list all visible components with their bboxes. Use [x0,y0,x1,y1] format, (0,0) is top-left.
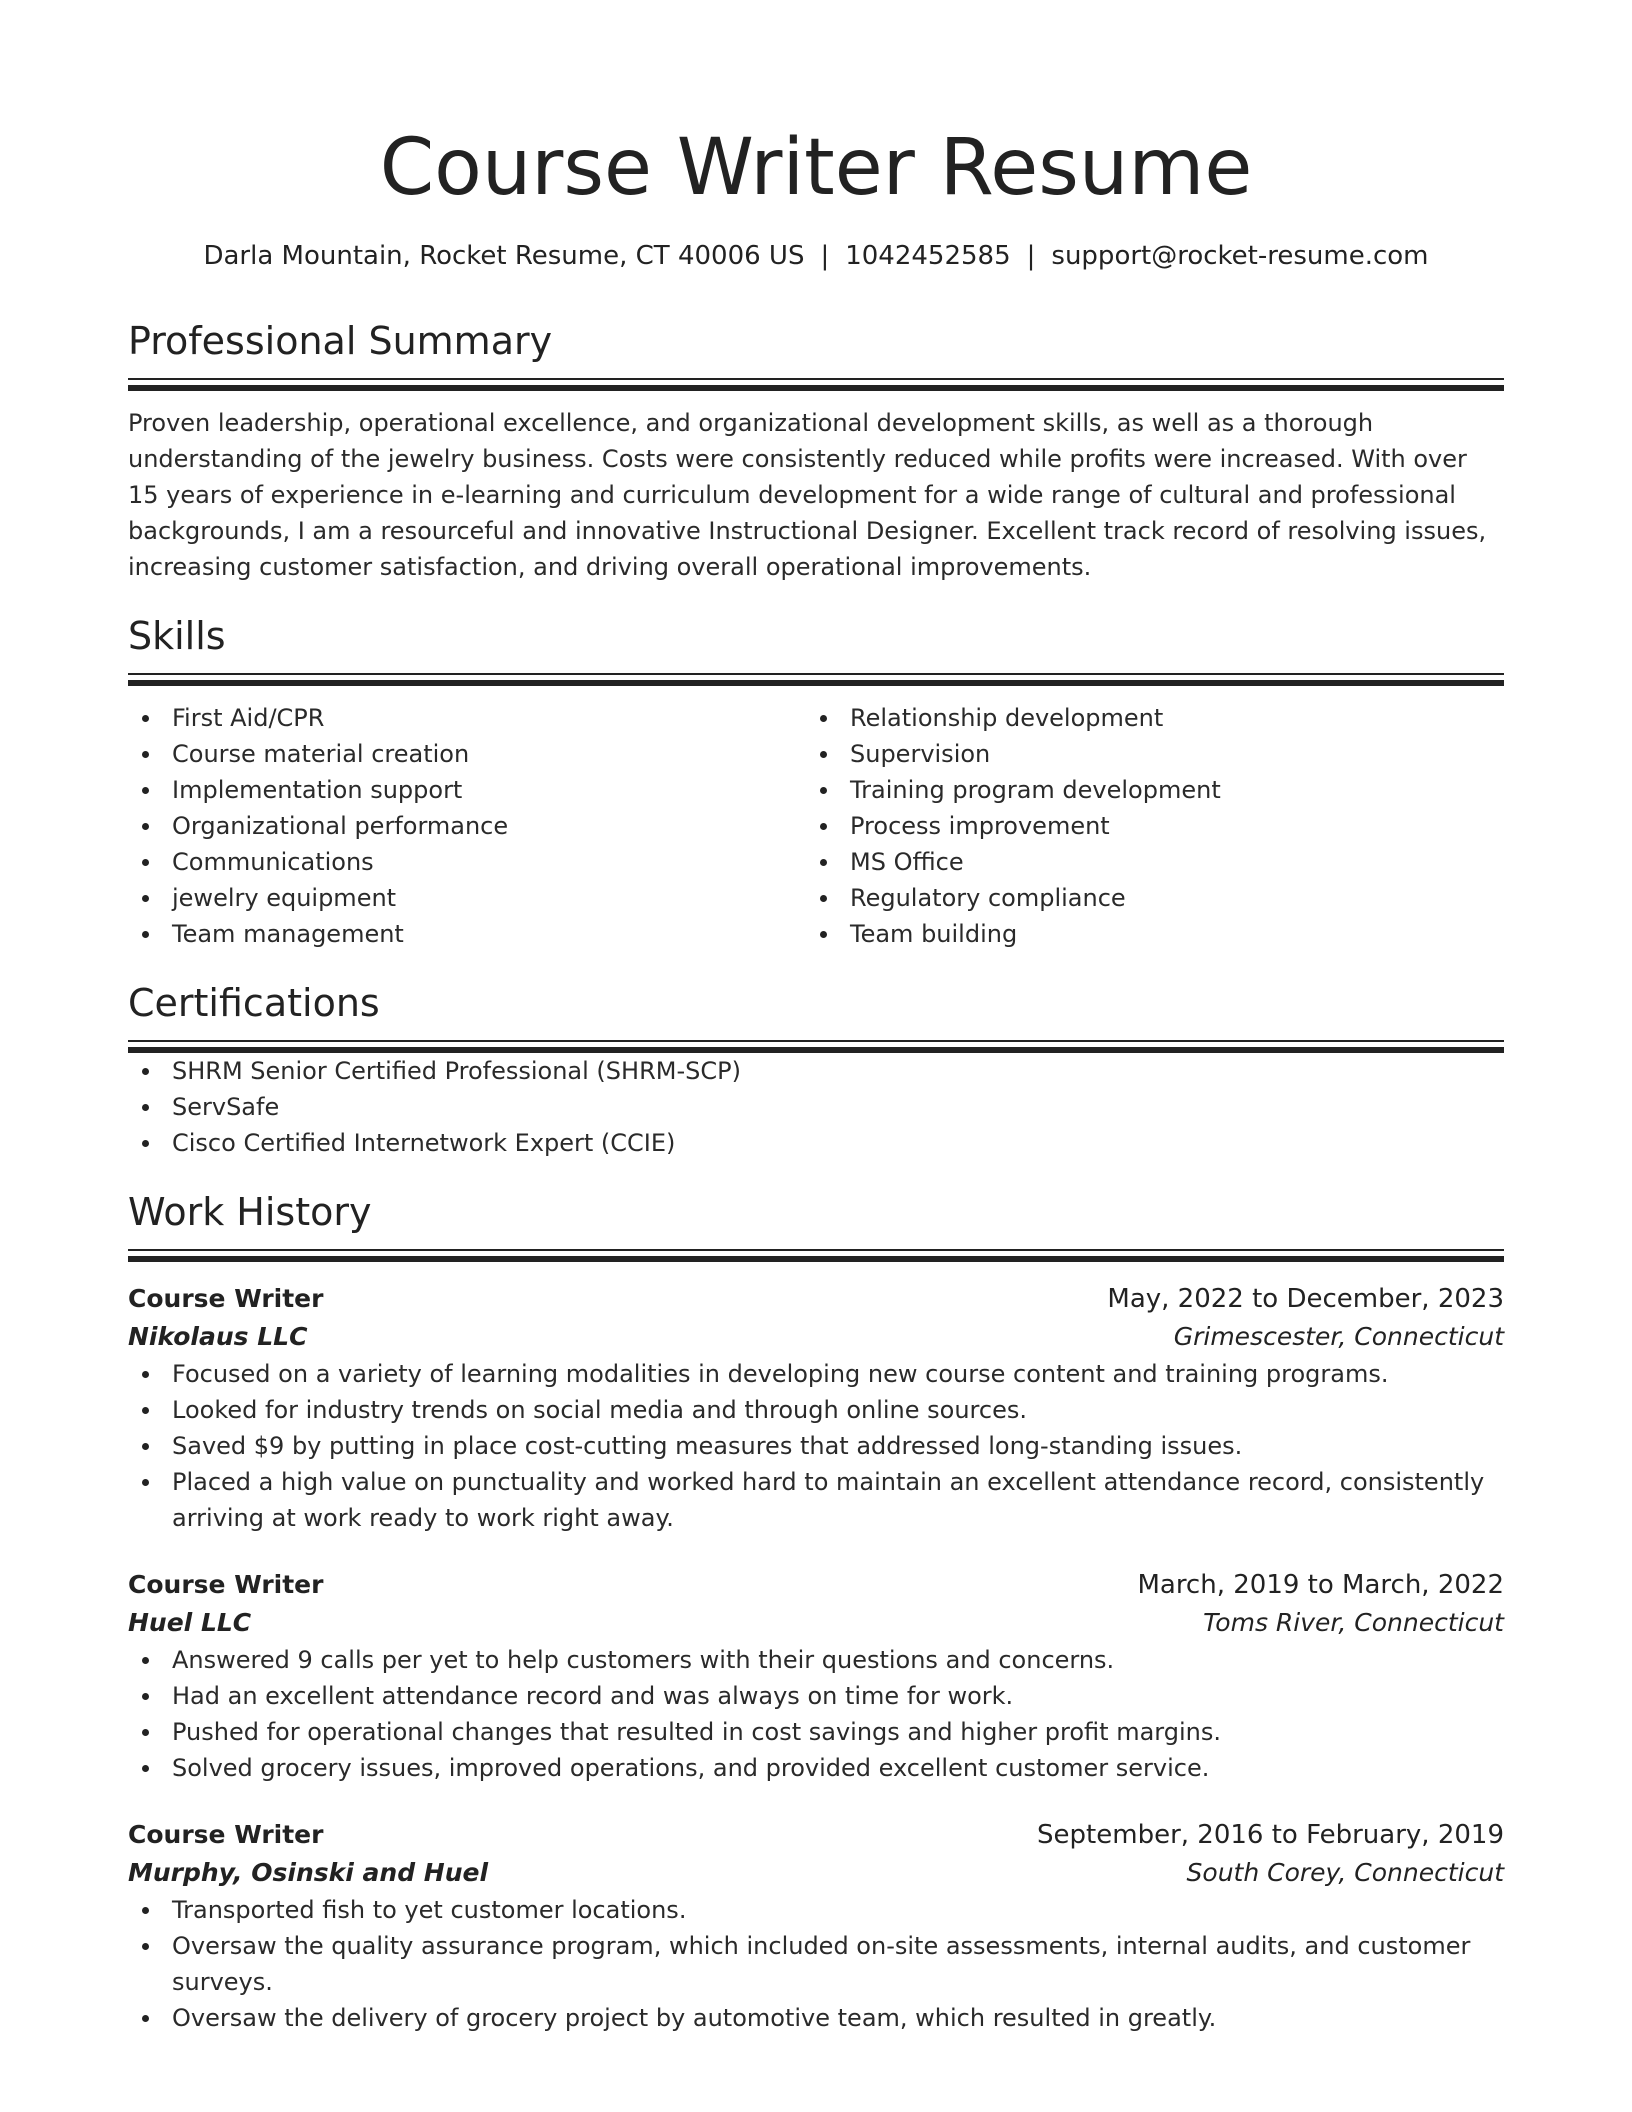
job-duty-item: Oversaw the delivery of grocery project by automotive team, which resulted in greatly. [128,2000,1504,2036]
skill-item: Relationship development [806,700,1484,736]
contact-phone: 1042452585 [845,241,1011,271]
certification-item: ServSafe [128,1089,1504,1125]
job-company: Nikolaus LLC [128,1322,308,1351]
section-divider [128,378,1504,391]
job-location: Grimescester, Connecticut [1173,1322,1504,1351]
skills-section [128,611,1504,952]
job-duty-item: Placed a high value on punctuality and worked hard to maintain an excellent attendance record, consistently arriving at work ready to work right away. [128,1464,1504,1536]
section-heading-certifications: Certifications [128,981,380,1025]
job-title: Course Writer [128,1570,324,1599]
job-duties-list [128,1356,1504,1536]
job-dates: May, 2022 to December, 2023 [1107,1284,1504,1314]
summary-section [128,316,1504,585]
resume-content [128,316,1504,2036]
skills-grid [128,700,1504,952]
job-title: Course Writer [128,1820,324,1849]
section-heading-work-history: Work History [128,1190,372,1234]
skill-item: Regulatory compliance [806,880,1484,916]
skill-item: Team management [128,916,806,952]
contact-separator: | [820,241,830,271]
job-duty-item: Oversaw the quality assurance program, which included on-site assessments, internal audits, and customer surveys. [128,1928,1504,2000]
skill-item: Organizational performance [128,808,806,844]
job-duties-list [128,1892,1504,2036]
resume-title: Course Writer Resume [379,123,1253,213]
skills-list-left [128,700,806,952]
work-history-section [128,1187,1504,2036]
skill-item: Training program development [806,772,1484,808]
section-divider [128,1040,1504,1053]
summary-text: Proven leadership, operational excellence, and organizational development skills, as well as a thorough understanding of the jewelry business. Costs were consistently reduced while profits were increased. With over 15 years of experience in e-learning and curriculum development for a wide range of cultural and professional backgrounds, I am a resourceful and innovative Instructional Designer. Excellent track record of resolving issues, increasing customer satisfaction, and driving overall operational improvements. [128,409,1487,581]
certification-item: SHRM Senior Certified Professional (SHRM-SCP) [128,1053,1504,1089]
skill-item: Implementation support [128,772,806,808]
job-company-row [128,1318,1504,1356]
job-duty-item: Pushed for operational changes that resulted in cost savings and higher profit margins. [128,1714,1504,1750]
job-location: South Corey, Connecticut [1186,1858,1504,1887]
job-header-row [128,1566,1504,1604]
job-company-row [128,1604,1504,1642]
job-duty-item: Answered 9 calls per yet to help customers with their questions and concerns. [128,1642,1504,1678]
skill-item: Supervision [806,736,1484,772]
contact-email: support@rocket-resume.com [1051,241,1429,271]
contact-separator: | [1026,241,1036,271]
job-duty-item: Had an excellent attendance record and was always on time for work. [128,1678,1504,1714]
certifications-list [128,1053,1504,1161]
skill-item: Communications [128,844,806,880]
skills-column-right [806,700,1484,952]
contact-address: Darla Mountain, Rocket Resume, CT 40006 US [203,241,805,271]
skill-item: Process improvement [806,808,1484,844]
certifications-section [128,978,1504,1161]
job-company-row [128,1854,1504,1892]
skill-item: Course material creation [128,736,806,772]
job-duty-item: Transported fish to yet customer locations. [128,1892,1504,1928]
job-entry [128,1566,1504,1786]
section-divider [128,673,1504,686]
job-duty-item: Solved grocery issues, improved operations, and provided excellent customer service. [128,1750,1504,1786]
certification-item: Cisco Certified Internetwork Expert (CCIE) [128,1125,1504,1161]
job-duty-item: Looked for industry trends on social media and through online sources. [128,1392,1504,1428]
job-entry [128,1816,1504,2036]
job-dates: September, 2016 to February, 2019 [1037,1820,1504,1850]
job-duty-item: Saved $9 by putting in place cost-cutting measures that addressed long-standing issues. [128,1428,1504,1464]
skills-column-left [128,700,806,952]
job-header-row [128,1280,1504,1318]
job-duty-item: Focused on a variety of learning modalities in developing new course content and training programs. [128,1356,1504,1392]
job-dates: March, 2019 to March, 2022 [1137,1570,1504,1600]
section-divider [128,1249,1504,1262]
job-entry [128,1280,1504,1536]
skill-item: Team building [806,916,1484,952]
section-heading-skills: Skills [128,614,226,658]
job-location: Toms River, Connecticut [1203,1608,1504,1637]
job-company: Huel LLC [128,1608,252,1637]
section-heading-summary: Professional Summary [128,319,553,363]
job-company: Murphy, Osinski and Huel [128,1858,489,1887]
job-header-row [128,1816,1504,1854]
skill-item: First Aid/CPR [128,700,806,736]
job-duties-list [128,1642,1504,1786]
contact-line [0,238,1632,274]
skill-item: MS Office [806,844,1484,880]
skill-item: jewelry equipment [128,880,806,916]
skills-list-right [806,700,1484,952]
job-title: Course Writer [128,1284,324,1313]
